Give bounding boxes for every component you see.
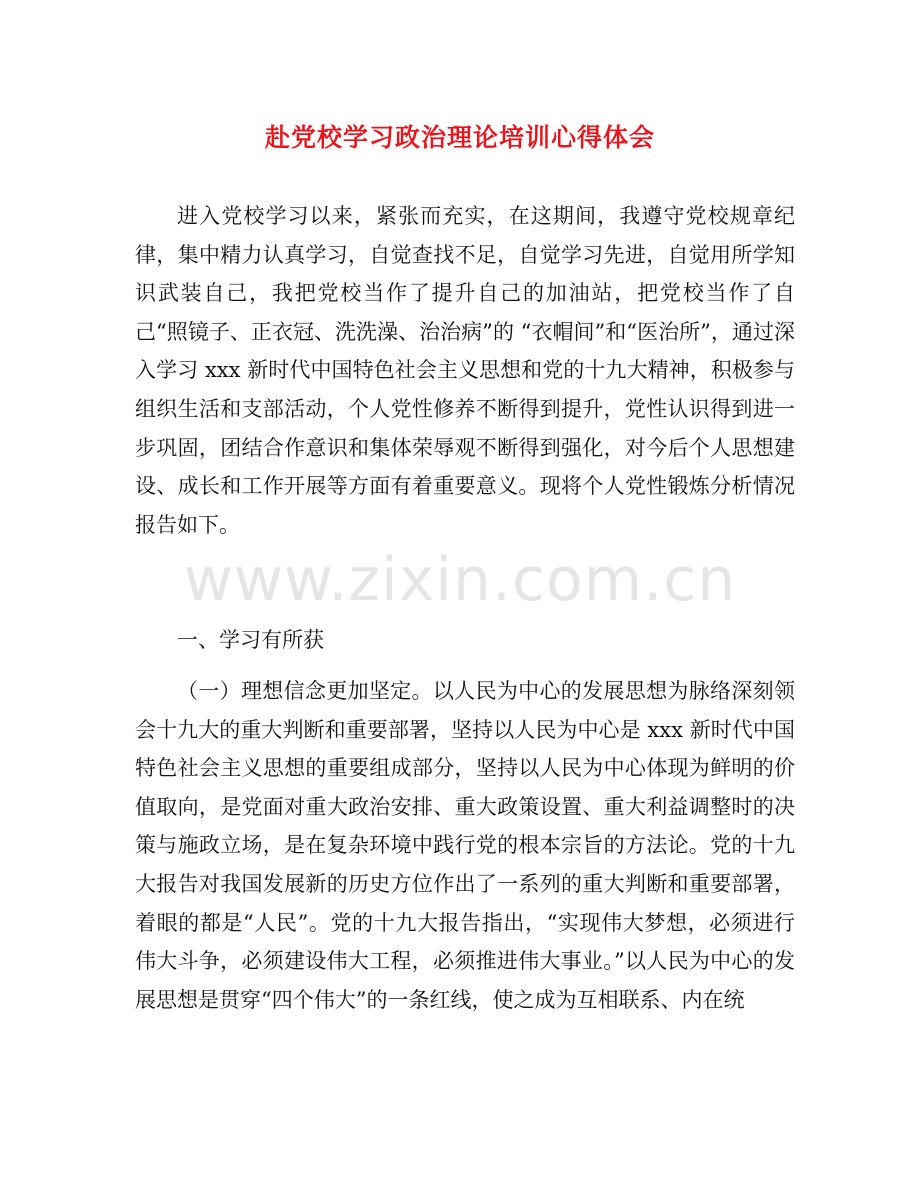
paragraph-text: （一）理想信念更加坚定。以人民为中心的发展思想为脉络深刻领会十九大的重大判断和重要部署，坚持以人民为中心是 xxx 新时代中国特色社会主义思想的重要组成部分，坚持以人民为中心体现为鲜明的价值取向，是党面对重大政治安排、重大政策设置、重大利益调整时的决策与施政立场，是在复杂环境中践行党的根本宗旨的方法论。党的十九大报告对我国发展新的历史方位作出了一系列的重大判断和重要部署，着眼的都是“人民”。党的十九大报告指出，“实现伟大梦想，必须进行伟大斗争，必须建设伟大工程，必须推进伟大事业。”以人民为中心的发展思想是贯穿“四个伟大”的一条红线，使之成为互相联系、内在统	[135, 679, 795, 1012]
paragraph-intro	[135, 197, 795, 544]
document-title: 赴党校学习政治理论培训心得体会	[264, 123, 655, 152]
paragraph-section-1	[135, 672, 795, 1019]
section-heading: 一、学习有所获	[177, 628, 324, 652]
paragraph-text: 进入党校学习以来，紧张而充实，在这期间，我遵守党校规章纪律，集中精力认真学习，自觉查找不足，自觉学习先进，自觉用所学知识武装自己，我把党校当作了提升自己的加油站，把党校当作了自己“照镜子、正衣冠、洗洗澡、治治病”的 “衣帽间”和“医治所”，通过深入学习 xxx 新时代中国特色社会主义思想和党的十九大精神，积极参与组织生活和支部活动，个人党性修养不断得到提升，党性认识得到进一步巩固，团结合作意识和集体荣辱观不断得到强化，对今后个人思想建设、成长和工作开展等方面有着重要意义。现将个人党性锻炼分析情况报告如下。	[135, 204, 795, 537]
watermark: www.zixin.com.cn	[183, 545, 737, 615]
